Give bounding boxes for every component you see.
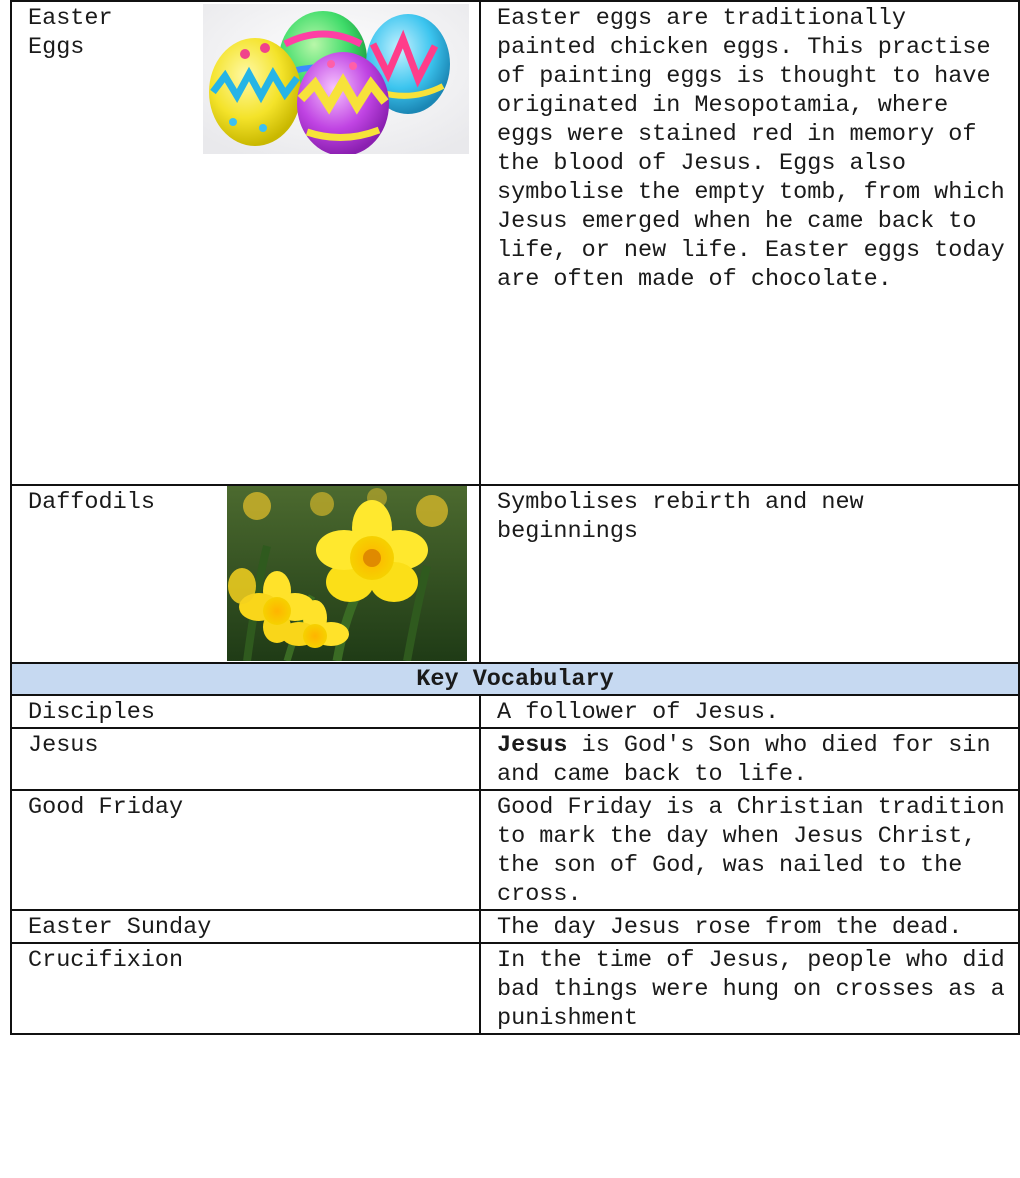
vocab-definition: A follower of Jesus. <box>480 695 1019 728</box>
vocab-term: Good Friday <box>11 790 480 910</box>
vocab-term: Disciples <box>11 695 480 728</box>
daffodils-image <box>188 485 480 663</box>
symbol-description: Symbolises rebirth and new beginnings <box>480 485 1019 663</box>
easter-eggs-image <box>188 1 480 485</box>
vocab-row <box>11 790 1019 910</box>
vocab-definition: The day Jesus rose from the dead. <box>480 910 1019 943</box>
vocab-term: Crucifixion <box>11 943 480 1034</box>
symbol-row-daffodils <box>11 485 1019 663</box>
vocab-definition-rest: is God's Son who died for sin and came back to life. <box>497 732 991 788</box>
vocab-term: Jesus <box>11 728 480 790</box>
symbol-row-easter-eggs <box>11 1 1019 485</box>
vocab-definition <box>480 728 1019 790</box>
vocab-definition: In the time of Jesus, people who did bad things were hung on crosses as a punishment <box>480 943 1019 1034</box>
vocab-heading-row <box>11 663 1019 695</box>
vocab-heading: Key Vocabulary <box>11 663 1019 695</box>
symbol-term: Easter Eggs <box>11 1 188 485</box>
vocab-row <box>11 728 1019 790</box>
vocab-definition: Good Friday is a Christian tradition to mark the day when Jesus Christ, the son of God, was nailed to the cross. <box>480 790 1019 910</box>
vocab-row <box>11 910 1019 943</box>
vocab-row <box>11 943 1019 1034</box>
symbol-term: Daffodils <box>11 485 188 663</box>
daffodils-icon <box>227 486 467 661</box>
painted-easter-eggs-icon <box>203 4 469 154</box>
vocab-definition-bold: Jesus <box>497 732 568 759</box>
vocab-term: Easter Sunday <box>11 910 480 943</box>
symbol-description: Easter eggs are traditionally painted chicken eggs. This practise of painting eggs is thought to have originated in Mesopotamia, where eggs were stained red in memory of the blood of Jesus. Eggs also symbolise the empty tomb, from which Jesus emerged when he came back to life, or new life. Easter eggs today are often made of chocolate. <box>480 1 1019 485</box>
vocab-row <box>11 695 1019 728</box>
easter-symbols-table <box>10 0 1020 1035</box>
